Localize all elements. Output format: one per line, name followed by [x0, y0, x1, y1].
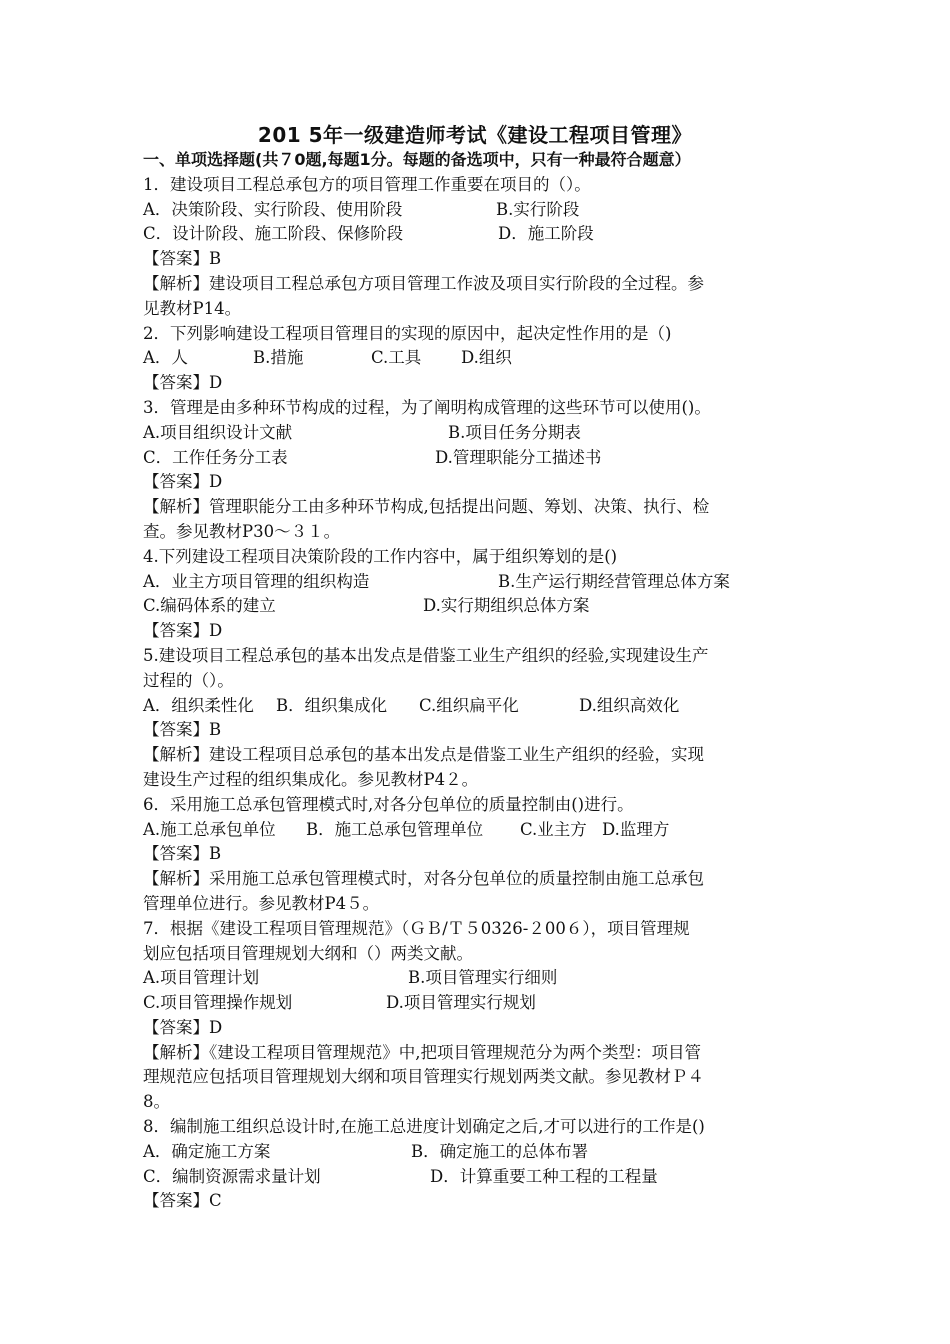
question-5-options	[143, 694, 808, 719]
question-8-answer: 【答案】C	[143, 1191, 222, 1211]
question-1-explanation: 【解析】建设项目工程总承包方项目管理工作波及项目实行阶段的全过程。参	[143, 273, 704, 293]
question-3-options-ab	[143, 421, 808, 446]
option-b: B．确定施工的总体布署	[411, 1141, 589, 1161]
option-b: B．组织集成化	[276, 695, 388, 715]
option-c: C.编码体系的建立	[143, 596, 276, 616]
option-d: D.实行期组织总体方案	[423, 596, 590, 616]
option-c: C.组织扁平化	[419, 695, 519, 715]
question-5-text: 5.建设项目工程总承包的基本出发点是借鉴工业生产组织的经验,实现建设生产	[143, 645, 709, 665]
question-6-explanation: 【解析】采用施工总承包管理模式时，对各分包单位的质量控制由施工总承包	[143, 869, 704, 889]
question-3-explanation: 【解析】管理职能分工由多种环节构成,包括提出问题、筹划、决策、执行、检	[143, 497, 710, 517]
option-d: D.组织	[461, 348, 512, 368]
question-1-answer: 【答案】B	[143, 249, 222, 269]
question-1-text: 1．建设项目工程总承包方的项目管理工作重要在项目的（）。	[143, 174, 591, 194]
question-6-answer: 【答案】B	[143, 844, 222, 864]
option-b: B.实行阶段	[496, 199, 580, 219]
option-d: D．施工阶段	[498, 224, 594, 244]
option-b: B.生产运行期经营管理总体方案	[498, 571, 730, 591]
question-1-options-ab	[143, 198, 808, 223]
option-a: A.项目管理计划	[143, 968, 260, 988]
option-b: B.项目管理实行细则	[408, 968, 558, 988]
option-c: C．设计阶段、施工阶段、保修阶段	[143, 224, 404, 244]
question-3-text: 3．管理是由多种环节构成的过程，为了阐明构成管理的这些环节可以使用()。	[143, 397, 711, 417]
option-b: B．施工总承包管理单位	[306, 819, 484, 839]
option-a: A.施工总承包单位	[143, 819, 276, 839]
question-3-options-cd	[143, 446, 808, 471]
question-5-explanation: 【解析】建设工程项目总承包的基本出发点是借鉴工业生产组织的经验，实现	[143, 745, 704, 765]
question-1-options-cd	[143, 222, 808, 247]
option-c: C.工具	[371, 348, 422, 368]
option-a: A．业主方项目管理的组织构造	[143, 571, 370, 591]
option-a: A.项目组织设计文献	[143, 422, 293, 442]
question-1-explanation-cont: 见教材P14。	[143, 298, 242, 318]
question-2-answer: 【答案】D	[143, 373, 223, 393]
section-heading: 一、单项选择题(共７0题,每题1分。每题的备选项中，只有一种最符合题意）	[143, 150, 691, 169]
question-7-text: 7．根据《建设工程项目管理规范》（ＧＢ/Ｔ５0326-２00６），项目管理规	[143, 918, 690, 938]
question-4-text: 4.下列建设工程项目决策阶段的工作内容中，属于组织筹划的是()	[143, 546, 618, 566]
question-4-answer: 【答案】D	[143, 621, 223, 641]
option-d: D.监理方	[602, 819, 670, 839]
option-a: A．人	[143, 348, 188, 368]
question-4-options-ab	[143, 570, 808, 595]
option-c: C.业主方	[520, 819, 587, 839]
option-d: D.管理职能分工描述书	[435, 447, 602, 467]
option-c: C．工作任务分工表	[143, 447, 288, 467]
question-7-options-ab	[143, 966, 808, 991]
question-8-options-ab	[143, 1140, 808, 1165]
option-a: A．组织柔性化	[143, 695, 254, 715]
question-7-text-cont: 划应包括项目管理规划大纲和（）两类文献。	[143, 943, 473, 963]
question-7-answer: 【答案】D	[143, 1017, 223, 1037]
question-3-answer: 【答案】D	[143, 472, 223, 492]
question-2-options	[143, 346, 808, 371]
document-body	[143, 148, 808, 1214]
question-3-explanation-cont: 查。参见教材P30～３１。	[143, 521, 341, 541]
question-8-options-cd	[143, 1165, 808, 1190]
option-c: C．编制资源需求量计划	[143, 1166, 321, 1186]
option-a: A．决策阶段、实行阶段、使用阶段	[143, 199, 403, 219]
question-7-options-cd	[143, 991, 808, 1016]
option-b: B.项目任务分期表	[448, 422, 581, 442]
question-5-text-cont: 过程的（）。	[143, 670, 234, 690]
question-5-answer: 【答案】B	[143, 720, 222, 740]
option-b: B.措施	[253, 348, 304, 368]
question-7-explanation-cont: 理规范应包括项目管理规划大纲和项目管理实行规划两类文献。参见教材Ｐ４	[143, 1067, 704, 1087]
option-d: D．计算重要工种工程的工程量	[430, 1166, 658, 1186]
option-d: D.项目管理实行规划	[386, 993, 536, 1013]
question-6-explanation-cont: 管理单位进行。参见教材P4５。	[143, 893, 380, 913]
question-7-explanation-end: 8。	[143, 1092, 170, 1112]
option-a: A．确定施工方案	[143, 1141, 271, 1161]
document-title: 201 5年一级建造师考试《建设工程项目管理》	[257, 123, 693, 147]
option-c: C.项目管理操作规划	[143, 993, 293, 1013]
question-5-explanation-cont: 建设生产过程的组织集成化。参见教材P4２。	[143, 769, 479, 789]
question-6-text: 6．采用施工总承包管理模式时,对各分包单位的质量控制由()进行。	[143, 794, 634, 814]
option-d: D.组织高效化	[579, 695, 680, 715]
question-2-text: 2．下列影响建设工程项目管理目的实现的原因中，起决定性作用的是（)	[143, 323, 672, 343]
question-6-options	[143, 818, 808, 843]
question-8-text: 8．编制施工组织总设计时,在施工总进度计划确定之后,才可以进行的工作是()	[143, 1117, 705, 1137]
question-7-explanation: 【解析】《建设工程项目管理规范》中,把项目管理规范分为两个类型：项目管	[143, 1042, 701, 1062]
question-4-options-cd	[143, 594, 808, 619]
